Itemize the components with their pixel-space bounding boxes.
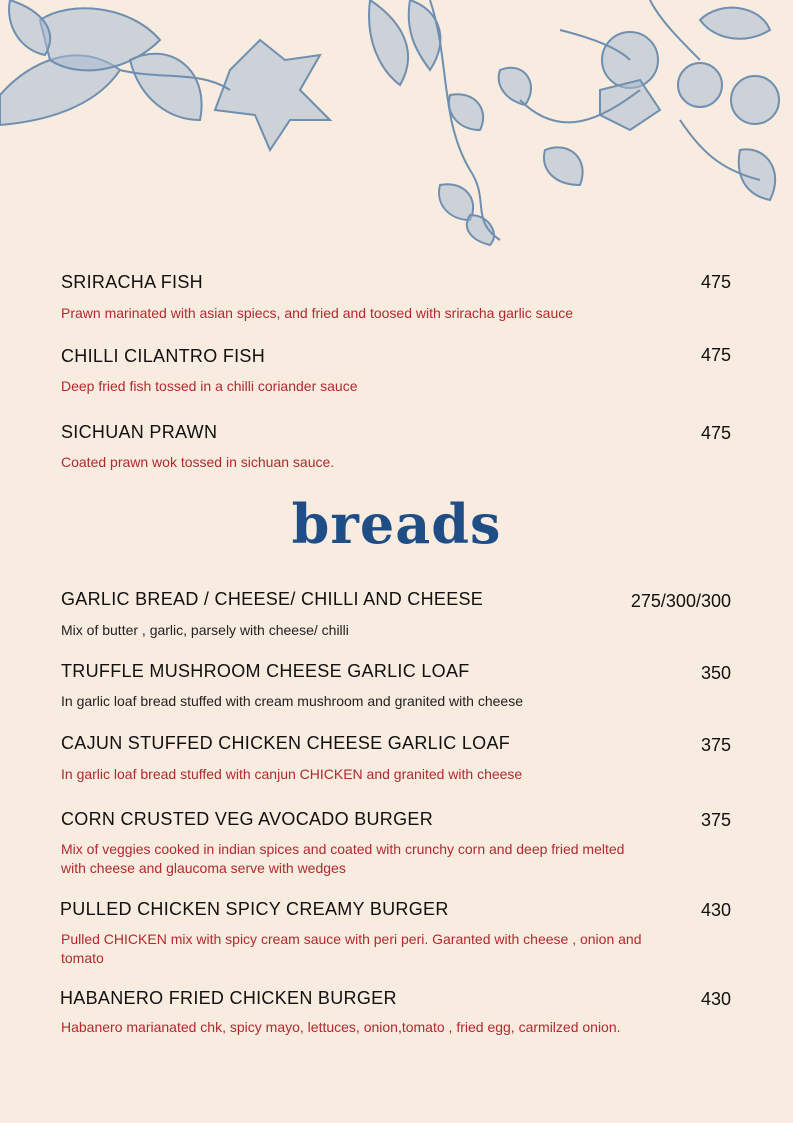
menu-item-title: TRUFFLE MUSHROOM CHEESE GARLIC LOAF [61, 661, 470, 681]
menu-item-description: Pulled CHICKEN mix with spicy cream sauce with peri peri. Garanted with cheese , onion and tomato [61, 931, 642, 966]
menu-item-description: In garlic loaf bread stuffed with canjun CHICKEN and granited with cheese [61, 766, 523, 782]
menu-item-description: In garlic loaf bread stuffed with cream mushroom and granited with cheese [61, 693, 523, 709]
menu-item-price: 430 [700, 900, 731, 920]
floral-illustration-icon [0, 0, 793, 250]
menu-item-price: 430 [700, 989, 731, 1009]
menu-item-price: 275/300/300 [630, 591, 731, 611]
menu-item-title: SRIRACHA FISH [61, 272, 203, 292]
menu-item-description: Mix of butter , garlic, parsely with cheese/ chilli [61, 622, 349, 638]
section-heading-breads: breads [291, 492, 502, 556]
menu-item-title: SICHUAN PRAWN [61, 422, 218, 442]
menu-item-price: 475 [700, 423, 731, 443]
menu-item-title: HABANERO FRIED CHICKEN BURGER [60, 988, 397, 1008]
menu-item-price: 475 [700, 345, 731, 365]
menu-item-description: Habanero marianated chk, spicy mayo, lettuces, onion,tomato , fried egg, carmilzed onion. [61, 1019, 621, 1035]
menu-item-title: CAJUN STUFFED CHICKEN CHEESE GARLIC LOAF [61, 733, 511, 753]
menu-item-description: Prawn marinated with asian spiecs, and fried and toosed with sriracha garlic sauce [61, 305, 574, 321]
menu-item-price: 350 [700, 663, 731, 683]
menu-item-title: PULLED CHICKEN SPICY CREAMY BURGER [60, 899, 449, 919]
menu-item-title: CHILLI CILANTRO FISH [61, 346, 266, 366]
menu-item-description: Deep fried fish tossed in a chilli coriander sauce [61, 378, 358, 394]
menu-item-description: Mix of veggies cooked in indian spices and coated with crunchy corn and deep fried melted with cheese and glaucoma serve with wedges [61, 841, 625, 876]
menu-item-title: GARLIC BREAD / CHEESE/ CHILLI AND CHEESE [61, 589, 484, 609]
menu-item-description: Coated prawn wok tossed in sichuan sauce. [61, 454, 335, 470]
menu-item-price: 375 [700, 810, 731, 830]
menu-item-price: 475 [700, 272, 731, 292]
menu-item-price: 375 [700, 735, 731, 755]
menu-item-title: CORN CRUSTED VEG AVOCADO BURGER [61, 809, 434, 829]
